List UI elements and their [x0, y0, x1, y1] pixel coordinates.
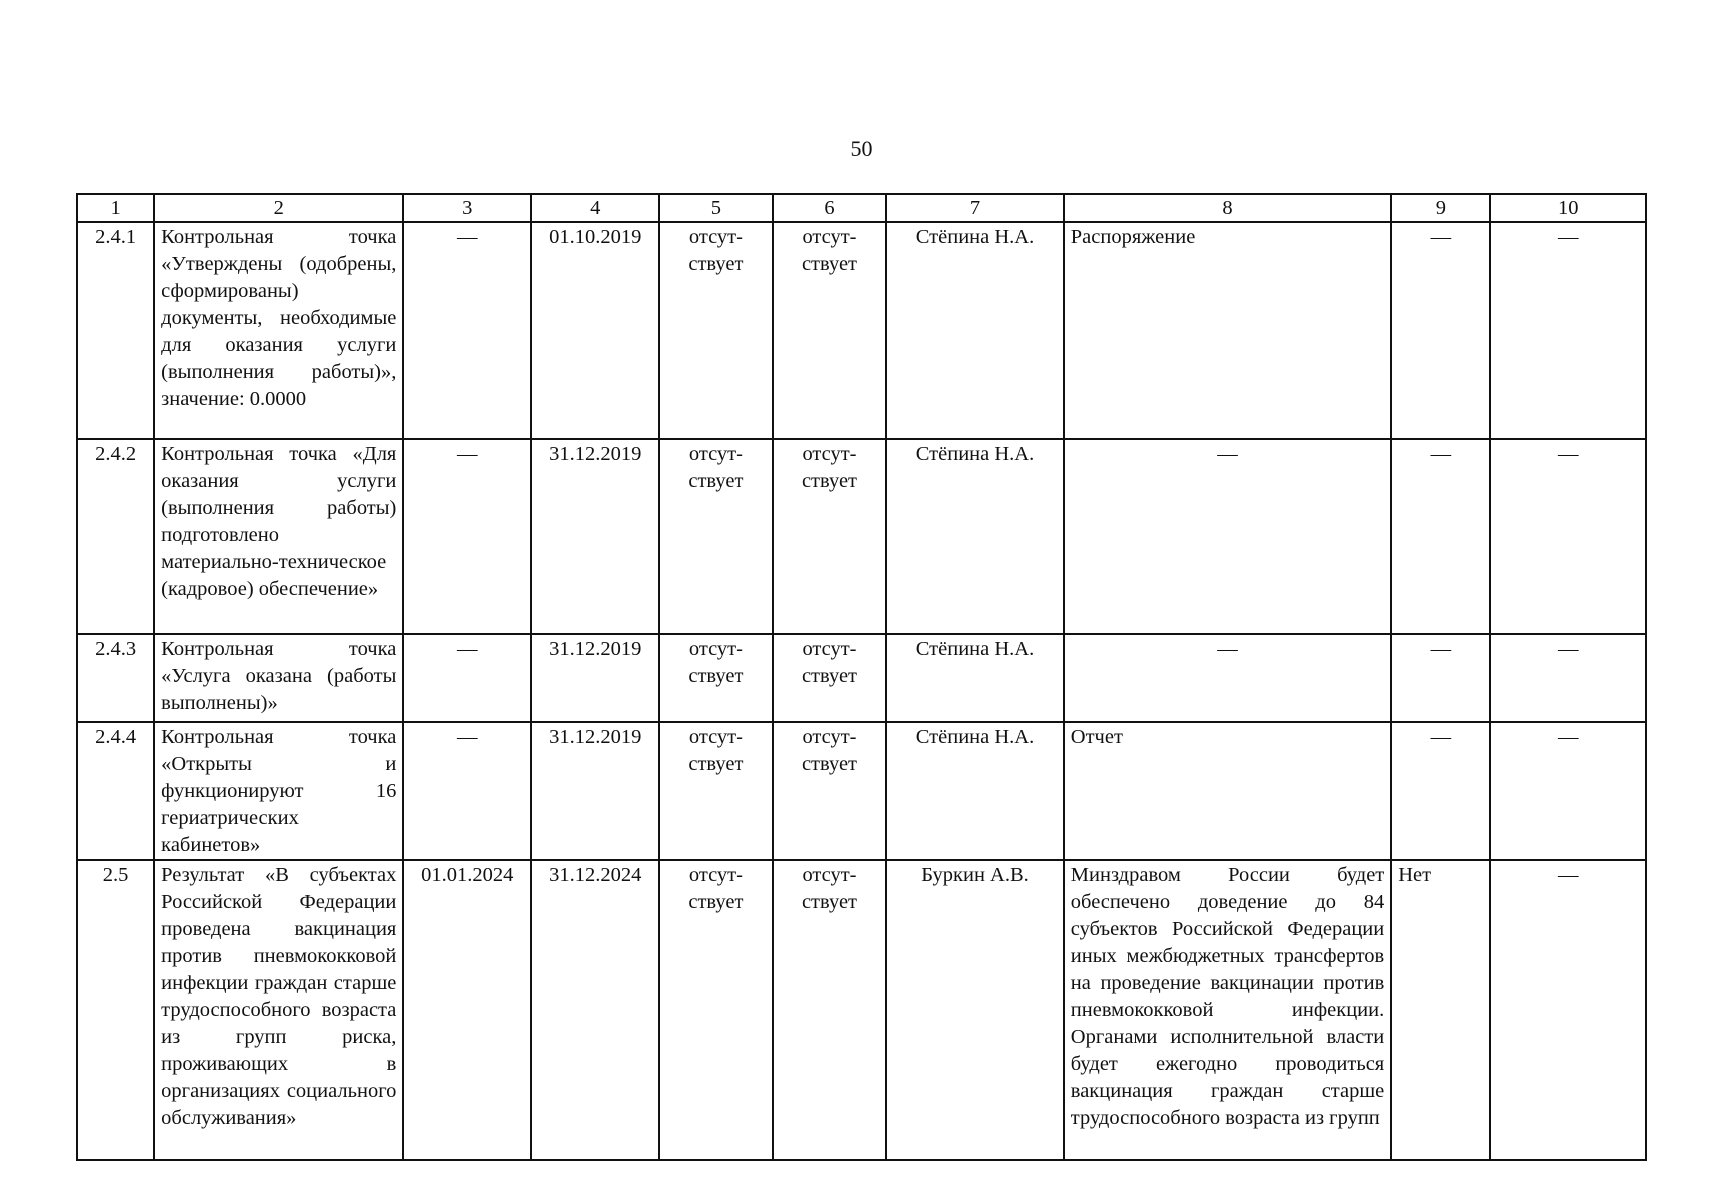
cell-col4: 31.12.2019 — [531, 722, 659, 860]
col-header-1: 1 — [77, 194, 154, 222]
cell-col9: — — [1391, 222, 1490, 439]
cell-col7: Стёпина Н.А. — [886, 222, 1064, 439]
cell-col10: — — [1490, 439, 1646, 634]
row-number: 2.5 — [77, 860, 154, 1160]
table-row — [77, 860, 1646, 1160]
col-header-2: 2 — [154, 194, 403, 222]
col-header-6: 6 — [773, 194, 887, 222]
table-row — [77, 634, 1646, 722]
cell-col7: Стёпина Н.А. — [886, 722, 1064, 860]
col-header-9: 9 — [1391, 194, 1490, 222]
cell-col8: Распоряжение — [1064, 222, 1391, 439]
col-header-4: 4 — [531, 194, 659, 222]
row-name: Контрольная точка «Услуга оказана (работы выполнены)» — [154, 634, 403, 722]
cell-col6: отсут-ствует — [773, 222, 887, 439]
cell-col6: отсут-ствует — [773, 634, 887, 722]
cell-col4: 01.10.2019 — [531, 222, 659, 439]
cell-col9: — — [1391, 722, 1490, 860]
cell-col3: — — [403, 222, 531, 439]
cell-col3: — — [403, 634, 531, 722]
cell-col9: Нет — [1391, 860, 1490, 1160]
cell-col9: — — [1391, 634, 1490, 722]
cell-col6: отсут-ствует — [773, 722, 887, 860]
cell-col7: Стёпина Н.А. — [886, 634, 1064, 722]
cell-col4: 31.12.2019 — [531, 634, 659, 722]
cell-col10: — — [1490, 722, 1646, 860]
cell-col10: — — [1490, 860, 1646, 1160]
milestones-table — [76, 193, 1647, 1161]
cell-col7: Буркин А.В. — [886, 860, 1064, 1160]
cell-col10: — — [1490, 634, 1646, 722]
cell-col8: Отчет — [1064, 722, 1391, 860]
cell-col5: отсут-ствует — [659, 222, 773, 439]
cell-col5: отсут-ствует — [659, 634, 773, 722]
cell-col8: — — [1064, 439, 1391, 634]
cell-col8: Минздравом России будет обеспечено доведение до 84 субъектов Российской Федерации иных межбюджетных трансфертов на проведение вакцинации против пневмококковой инфекции. Органами исполнительной власти будет ежегодно проводиться вакцинация граждан старше трудоспособного возраста из групп — [1064, 860, 1391, 1160]
col-header-5: 5 — [659, 194, 773, 222]
cell-col3: 01.01.2024 — [403, 860, 531, 1160]
cell-col3: — — [403, 722, 531, 860]
cell-col3: — — [403, 439, 531, 634]
col-header-10: 10 — [1490, 194, 1646, 222]
col-header-7: 7 — [886, 194, 1064, 222]
row-name: Контрольная точка «Открыты и функционируют 16 гериатрических кабинетов» — [154, 722, 403, 860]
cell-col10: — — [1490, 222, 1646, 439]
row-number: 2.4.3 — [77, 634, 154, 722]
page-number: 50 — [850, 136, 873, 161]
cell-col8: — — [1064, 634, 1391, 722]
cell-col6: отсут-ствует — [773, 860, 887, 1160]
col-header-8: 8 — [1064, 194, 1391, 222]
cell-col4: 31.12.2024 — [531, 860, 659, 1160]
table-row — [77, 222, 1646, 439]
table-row — [77, 722, 1646, 860]
cell-col6: отсут-ствует — [773, 439, 887, 634]
row-number: 2.4.1 — [77, 222, 154, 439]
cell-col5: отсут-ствует — [659, 860, 773, 1160]
header-row — [77, 194, 1646, 222]
cell-col7: Стёпина Н.А. — [886, 439, 1064, 634]
row-name: Результат «В субъектах Российской Федерации проведена вакцинация против пневмококковой инфекции граждан старше трудоспособного возраста из групп риска, проживающих в организациях социального обслуживания» — [154, 860, 403, 1160]
cell-col5: отсут-ствует — [659, 439, 773, 634]
col-header-3: 3 — [403, 194, 531, 222]
cell-col4: 31.12.2019 — [531, 439, 659, 634]
table-row — [77, 439, 1646, 634]
row-name: Контрольная точка «Утверждены (одобрены, сформированы) документы, необходимые для оказания услуги (выполнения работы)», значение: 0.0000 — [154, 222, 403, 439]
row-name: Контрольная точка «Для оказания услуги (выполнения работы) подготовлено материально-техническое (кадровое) обеспечение» — [154, 439, 403, 634]
cell-col5: отсут-ствует — [659, 722, 773, 860]
cell-col9: — — [1391, 439, 1490, 634]
row-number: 2.4.2 — [77, 439, 154, 634]
row-number: 2.4.4 — [77, 722, 154, 860]
